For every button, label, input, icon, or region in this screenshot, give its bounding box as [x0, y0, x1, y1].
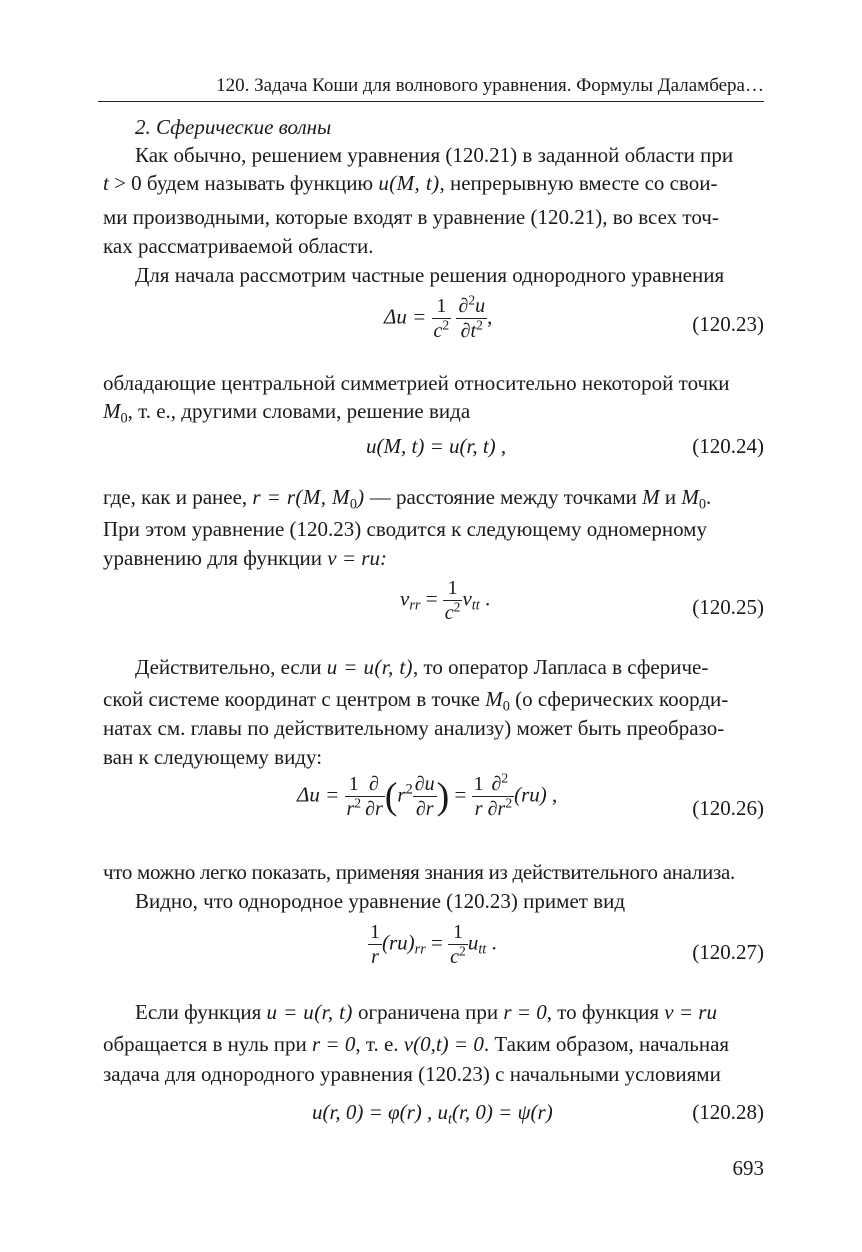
paragraph-4-line-1: где, как и ранее, r = r(M, $M_0$) — расстояние между точками M и $M_0$.	[103, 485, 712, 513]
equation-120-28: u(r, 0) = φ(r) , $u_t(r$, 0) = ψ(r)	[312, 1100, 553, 1128]
page-number: 693	[732, 1156, 764, 1180]
paragraph-8-line-1: Если функция u = u(r, t) ограничена при r = 0, то функция v = ru	[135, 1000, 717, 1024]
paragraph-7: Видно, что однородное уравнение (120.23) примет вид	[135, 889, 626, 913]
equation-120-25: $v_{rr}$ = $\frac{1}{c^2}$ $v_{tt}$ .	[400, 577, 491, 624]
paragraph-1-line-1: Как обычно, решением уравнения (120.21) в заданной области при	[135, 143, 734, 167]
fraction-du-dr: $\frac{\partial u}{\partial r}$	[414, 773, 435, 820]
paragraph-5-line-3: натах см. главы по действительному анализу) может быть преобразо-	[103, 716, 725, 740]
fraction-d-dr: $\frac{\partial}{\partial r}$	[365, 773, 383, 820]
paragraph-8-line-2: обращается в нуль при r = 0, т. е. v(0,t) = 0. Таким образом, начальная	[103, 1032, 730, 1056]
right-paren: )	[436, 775, 450, 818]
fraction-one-over-c2: $\frac{1}{c^2}$	[450, 921, 466, 968]
header-rule	[98, 101, 764, 102]
fraction-one-over-r: $\frac{1}{r}$	[370, 921, 380, 968]
equation-number-120-27: (120.27)	[692, 940, 764, 964]
paragraph-1-line-2: t > 0 будем называть функцию u(M, t), непрерывную вместе со свои-	[103, 171, 718, 195]
equation-number-120-23: (120.23)	[692, 312, 764, 336]
running-head: 120. Задача Коши для волнового уравнения. Формулы Даламбера…	[216, 75, 764, 96]
paragraph-5-line-4: ван к следующему виду:	[103, 745, 323, 769]
paragraph-4-line-3: уравнению для функции v = ru:	[103, 546, 387, 570]
paragraph-6: что можно легко показать, применяя знания из действительного анализа.	[103, 860, 735, 884]
paragraph-3-line-2: $M_0$, т. е., другими словами, решение вида	[103, 399, 471, 427]
paragraph-1-line-4: ках рассматриваемой области.	[103, 234, 374, 258]
left-paren: (	[384, 775, 398, 818]
fraction-one-over-c2: $\frac{1}{c^2}$	[444, 577, 461, 624]
equation-120-23: Δu = $\frac{1}{c^2}$ $\frac{\partial^2u}{\partial t^2}$ ,	[384, 292, 493, 342]
section-title: 2. Сферические волны	[135, 115, 332, 139]
paragraph-5-line-2: ской системе координат с центром в точке $M_0$ (о сферических коорди-	[103, 687, 729, 715]
equation-number-120-28: (120.28)	[692, 1100, 764, 1124]
paragraph-5-line-1: Действительно, если u = u(r, t), то оператор Лапласа в сфериче-	[135, 655, 709, 679]
equation-number-120-25: (120.25)	[692, 595, 764, 619]
equation-number-120-24: (120.24)	[692, 434, 764, 458]
fraction-one-over-c2: $\frac{1}{c^2}$	[433, 295, 450, 342]
equation-number-120-26: (120.26)	[692, 796, 764, 820]
fraction-d2-dr2: $\frac{\partial^2}{\partial r^2}$	[487, 770, 513, 820]
paragraph-2: Для начала рассмотрим частные решения однородного уравнения	[135, 263, 725, 287]
equation-120-26: Δu = $\frac{1}{r^2}$ $\frac{\partial}{\partial r}$ ($r^2$ $\frac{\partial u}{\partial r}$ ) = $\frac{1}{r}$ $\frac{\partial^2}{\partial r^2}$ (ru) ,	[297, 770, 558, 820]
fraction-one-over-r2: $\frac{1}{r^2}$	[346, 773, 362, 820]
equation-120-24: u(M, t) = u(r, t) ,	[366, 434, 507, 458]
paragraph-8-line-3: задача для однородного уравнения (120.23) с начальными условиями	[103, 1062, 721, 1086]
fraction-d2u-dt2: $\frac{\partial^2u}{\partial t^2}$	[458, 292, 486, 342]
paragraph-4-line-2: При этом уравнение (120.23) сводится к следующему одномерному	[103, 517, 707, 541]
paragraph-1-line-3: ми производными, которые входят в уравнение (120.21), во всех точ-	[103, 205, 719, 229]
paragraph-3-line-1: обладающие центральной симметрией относительно некоторой точки	[103, 371, 730, 395]
fraction-one-over-r: $\frac{1}{r}$	[473, 773, 484, 820]
equation-120-27: $\frac{1}{r}$ $(ru)_{rr}$ = $\frac{1}{c^2}$ $u_{tt}$ .	[370, 921, 497, 968]
